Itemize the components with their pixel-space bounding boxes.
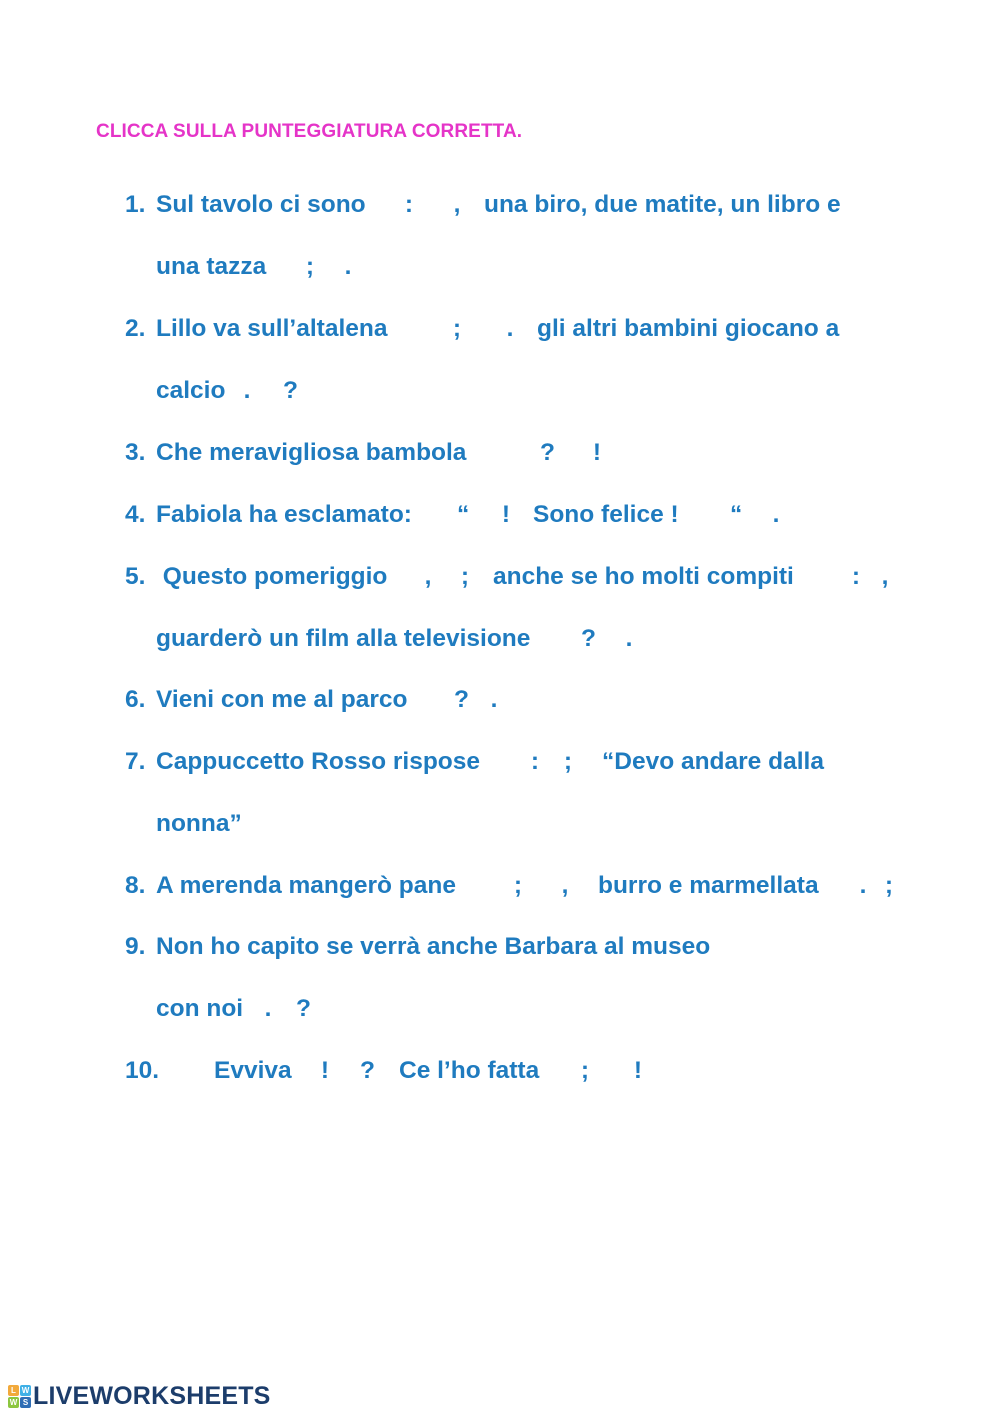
question-text: A merenda mangerò pane xyxy=(156,872,456,899)
punctuation-option[interactable]: . xyxy=(264,995,272,1022)
question-number: 5. xyxy=(125,563,146,590)
question-number: 1. xyxy=(125,191,146,218)
question-text: Sul tavolo ci sono xyxy=(156,191,366,218)
question-number: 2. xyxy=(125,315,146,342)
logo-blocks-icon xyxy=(8,1385,31,1408)
punctuation-option[interactable]: ? xyxy=(581,625,596,652)
punctuation-option[interactable]: . xyxy=(772,501,780,528)
question-text: una tazza xyxy=(156,253,267,280)
punctuation-option[interactable]: . xyxy=(859,872,867,899)
question-text: calcio xyxy=(156,377,226,404)
question-text: Questo pomeriggio xyxy=(156,563,388,590)
logo-block: W xyxy=(9,1397,18,1407)
punctuation-option[interactable]: . xyxy=(243,377,251,404)
logo-block: W xyxy=(21,1385,30,1395)
logo-block: S xyxy=(20,1397,31,1408)
punctuation-option[interactable]: ; xyxy=(563,748,573,775)
question-text: gli altri bambini giocano a xyxy=(537,315,840,342)
punctuation-option[interactable]: ; xyxy=(513,872,523,899)
punctuation-option[interactable]: : xyxy=(851,563,861,590)
punctuation-option[interactable]: ; xyxy=(452,315,462,342)
question-text: guarderò un film alla televisione xyxy=(156,625,531,652)
question-text: Lillo va sull’altalena xyxy=(156,315,388,342)
punctuation-option[interactable]: ? xyxy=(283,377,298,404)
question-text: Evviva xyxy=(214,1057,292,1084)
punctuation-option[interactable]: ! xyxy=(320,1057,330,1084)
question-number: 6. xyxy=(125,686,146,713)
punctuation-option[interactable]: ! xyxy=(592,439,602,466)
punctuation-option[interactable]: , xyxy=(424,563,432,590)
question-text: Non ho capito se verrà anche Barbara al museo xyxy=(156,933,711,960)
punctuation-option[interactable]: . xyxy=(344,253,352,280)
logo-block: L xyxy=(8,1385,19,1396)
question-text: nonna” xyxy=(156,810,242,837)
punctuation-option[interactable]: ; xyxy=(460,563,470,590)
question-number: 8. xyxy=(125,872,146,899)
punctuation-option[interactable]: , xyxy=(453,191,461,218)
punctuation-option[interactable]: ; xyxy=(305,253,315,280)
question-text: Sono felice ! xyxy=(533,501,679,528)
punctuation-option[interactable]: “ xyxy=(457,501,470,528)
punctuation-option[interactable]: ; xyxy=(580,1057,590,1084)
question-text: anche se ho molti compiti xyxy=(493,563,794,590)
punctuation-option[interactable]: ? xyxy=(454,686,469,713)
punctuation-option[interactable]: , xyxy=(561,872,569,899)
question-text: una biro, due matite, un libro e xyxy=(484,191,841,218)
question-text: Cappuccetto Rosso rispose xyxy=(156,748,481,775)
liveworksheets-logo xyxy=(8,1383,271,1409)
question-text: burro e marmellata xyxy=(598,872,819,899)
punctuation-option[interactable]: ? xyxy=(540,439,555,466)
question-text: Ce l’ho fatta xyxy=(399,1057,540,1084)
punctuation-option[interactable]: ! xyxy=(501,501,511,528)
punctuation-option[interactable]: ? xyxy=(360,1057,375,1084)
punctuation-option[interactable]: . xyxy=(490,686,498,713)
question-text: “Devo andare dalla xyxy=(602,748,824,775)
punctuation-option[interactable]: ! xyxy=(633,1057,643,1084)
punctuation-option[interactable]: “ xyxy=(730,501,743,528)
question-number: 7. xyxy=(125,748,146,775)
question-number: 10. xyxy=(125,1057,160,1084)
question-text: Vieni con me al parco xyxy=(156,686,408,713)
punctuation-option[interactable]: . xyxy=(625,625,633,652)
punctuation-option[interactable]: ; xyxy=(884,872,894,899)
question-text: Che meravigliosa bambola xyxy=(156,439,467,466)
brand-name: LIVEWORKSHEETS xyxy=(33,1381,271,1410)
punctuation-option[interactable]: , xyxy=(881,563,889,590)
punctuation-option[interactable]: . xyxy=(506,315,514,342)
punctuation-option[interactable]: ? xyxy=(296,995,311,1022)
instruction-title: CLICCA SULLA PUNTEGGIATURA CORRETTA. xyxy=(96,121,523,142)
question-number: 9. xyxy=(125,933,146,960)
question-number: 3. xyxy=(125,439,146,466)
question-text: con noi xyxy=(156,995,244,1022)
question-text: Fabiola ha esclamato: xyxy=(156,501,412,528)
punctuation-option[interactable]: : xyxy=(404,191,414,218)
punctuation-option[interactable]: : xyxy=(530,748,540,775)
question-number: 4. xyxy=(125,501,146,528)
